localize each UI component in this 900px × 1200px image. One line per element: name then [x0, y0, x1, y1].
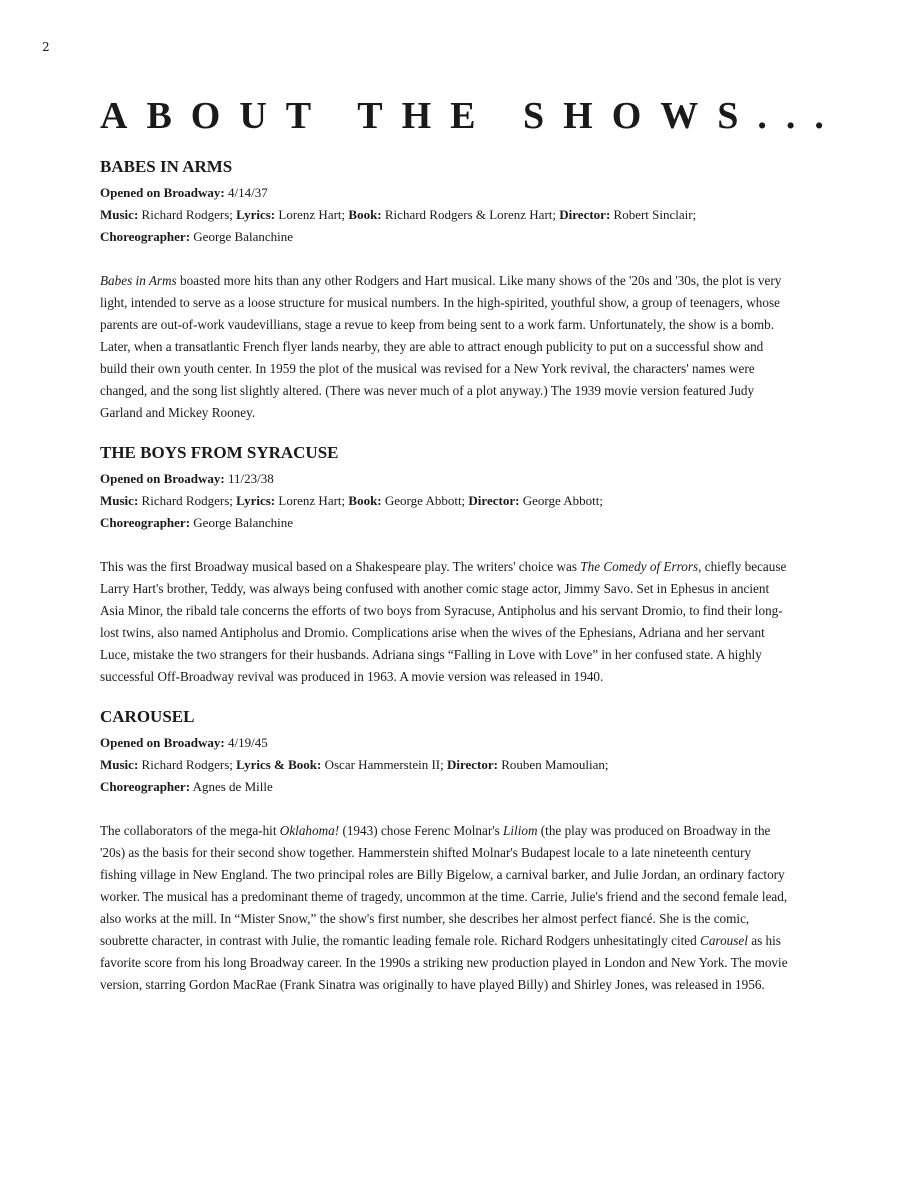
show-carousel — [100, 702, 790, 996]
desc-italic-title: Carousel — [700, 933, 748, 948]
director-label: Director: — [559, 207, 611, 222]
book-label: Book: — [348, 207, 382, 222]
desc-text: (1943) chose Ferenc Molnar's — [339, 823, 504, 838]
lyrics-value: Lorenz Hart; — [278, 207, 346, 222]
show-credits — [100, 468, 790, 534]
show-title: CAROUSEL — [100, 707, 195, 726]
creators-line — [100, 204, 790, 226]
lyrics-value: Lorenz Hart; — [278, 493, 346, 508]
opened-line — [100, 182, 790, 204]
music-label: Music: — [100, 757, 139, 772]
choreographer-value: Agnes de Mille — [192, 779, 273, 794]
desc-text: boasted more hits than any other Rodgers and Hart musical. Like many shows of the '20s and '30s, the plot is very light, intended to serve as a loose structure for musical numbers. In the high-spirited, youthful show, a group of teenagers, whose parents are out-of-work vaudevillians, stage a revue to keep from being sent to a work farm. Unfortunately, the show is a bomb. Later, when a transatlantic French flyer lands nearby, they are able to attract enough publicity to put on a successful show and build their own youth center. In 1959 the plot of the musical was revised for a New York revival, the characters' names were changed, and the song list slightly altered. (There was never much of a plot anyway.) The 1939 movie version featured Judy Garland and Mickey Rooney. — [100, 273, 782, 420]
opened-label: Opened on Broadway: — [100, 735, 225, 750]
opened-value: 4/14/37 — [227, 185, 268, 200]
section-gap — [100, 688, 790, 702]
show-description — [100, 270, 790, 424]
choreographer-label: Choreographer: — [100, 779, 191, 794]
opened-line — [100, 468, 790, 490]
music-value: Richard Rodgers; — [141, 757, 233, 772]
director-value: Rouben Mamoulian; — [501, 757, 609, 772]
opened-value: 4/19/45 — [227, 735, 268, 750]
show-credits — [100, 732, 790, 798]
choreographer-value: George Balanchine — [193, 515, 294, 530]
director-label: Director: — [446, 757, 498, 772]
choreographer-value: George Balanchine — [193, 229, 294, 244]
desc-italic-title: The Comedy of Errors — [580, 559, 699, 574]
music-label: Music: — [100, 207, 139, 222]
shows-content — [100, 152, 790, 996]
lyrics-label: Lyrics: — [236, 493, 276, 508]
music-value: Richard Rodgers; — [141, 493, 233, 508]
lyrics-book-label: Lyrics & Book: — [236, 757, 322, 772]
book-value: Richard Rodgers & Lorenz Hart; — [384, 207, 557, 222]
desc-italic-title: Babes in Arms — [100, 273, 177, 288]
page-number: 2 — [42, 40, 50, 54]
choreographer-label: Choreographer: — [100, 515, 191, 530]
creators-line — [100, 754, 790, 776]
opened-line — [100, 732, 790, 754]
lyrics-label: Lyrics: — [236, 207, 276, 222]
opened-label: Opened on Broadway: — [100, 471, 225, 486]
show-boys-from-syracuse — [100, 438, 790, 688]
director-value: Robert Sinclair; — [613, 207, 697, 222]
lyrics-book-value: Oscar Hammerstein II; — [324, 757, 444, 772]
show-babes-in-arms — [100, 152, 790, 424]
director-label: Director: — [468, 493, 520, 508]
music-label: Music: — [100, 493, 139, 508]
show-description — [100, 556, 790, 688]
choreographer-label: Choreographer: — [100, 229, 191, 244]
book-value: George Abbott; — [384, 493, 466, 508]
creators-line — [100, 490, 790, 512]
show-title: THE BOYS FROM SYRACUSE — [100, 443, 339, 462]
page-title: ABOUT THE SHOWS... — [100, 95, 843, 137]
desc-text: The collaborators of the mega-hit — [100, 823, 280, 838]
desc-text: , chiefly because Larry Hart's brother, Teddy, was always being confused with another comic stage actor, Jimmy Savo. Set in Ephesus in ancient Asia Minor, the ribald tale concerns the efforts of two boys from Syracuse, Antipholus and his servant Dromio, to find their long-lost twins, also named Antipholus and Dromio. Complications arise when the wives of the Ephesians, Adriana and her servant Luce, mistake the two strangers for their husbands. Adriana sings “Falling in Love with Love” in her confused state. A highly successful Off-Broadway revival was produced in 1963. A movie version was released in 1940. — [100, 559, 787, 684]
desc-text: as his favorite score from his long Broadway career. In the 1990s a striking new production played in London and New York. The movie version, starring Gordon MacRae (Frank Sinatra was originally to have played Billy) and Shirley Jones, was released in 1956. — [100, 933, 788, 992]
section-gap — [100, 424, 790, 438]
book-label: Book: — [348, 493, 382, 508]
show-credits — [100, 182, 790, 248]
show-title: BABES IN ARMS — [100, 157, 233, 176]
choreographer-line — [100, 776, 790, 798]
music-value: Richard Rodgers; — [141, 207, 233, 222]
choreographer-line — [100, 226, 790, 248]
desc-text: (the play was produced on Broadway in the '20s) as the basis for their second show together. Hammerstein shifted Molnar's Budapest locale to a late nineteenth century fishing village in New England. The two principal roles are Billy Bigelow, a carnival barker, and Julie Jordan, an ordinary factory worker. The musical has a predominant theme of tragedy, uncommon at the time. Carrie, Julie's friend and the second female lead, also works at the mill. In “Mister Snow,” the show's first number, she describes her almost perfect fiancé. She is the comic, soubrette character, in contrast with Julie, the romantic leading female role. Richard Rodgers unhesitatingly cited — [100, 823, 788, 948]
desc-text: This was the first Broadway musical based on a Shakespeare play. The writers' choice was — [100, 559, 581, 574]
desc-italic-title: Liliom — [503, 823, 538, 838]
opened-label: Opened on Broadway: — [100, 185, 225, 200]
desc-italic-title: Oklahoma! — [279, 823, 340, 838]
opened-value: 11/23/38 — [227, 471, 274, 486]
choreographer-line — [100, 512, 790, 534]
director-value: George Abbott; — [522, 493, 603, 508]
show-description — [100, 820, 790, 996]
